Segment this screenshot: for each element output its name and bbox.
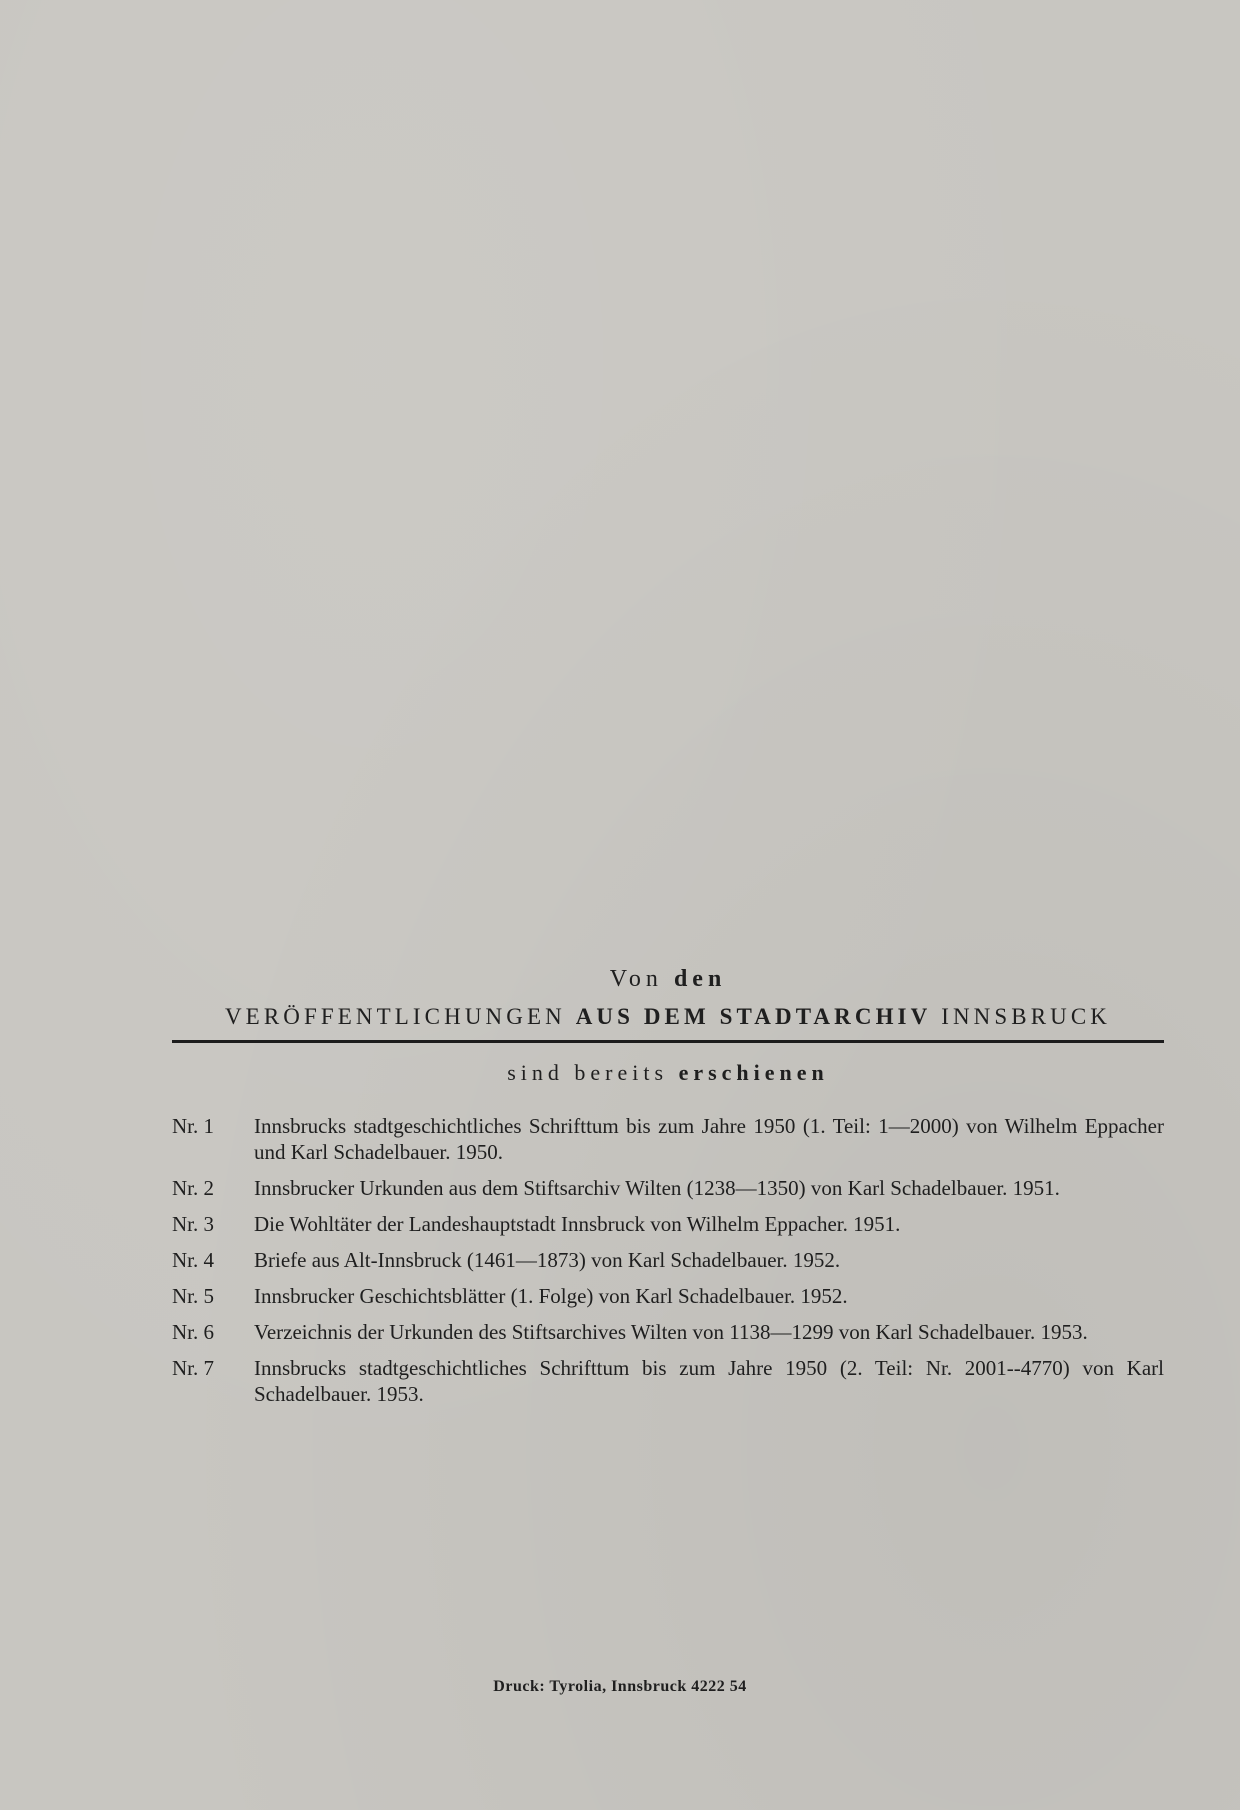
entry-text: Innsbrucks stadtgeschichtliches Schrifttum bis zum Jahre 1950 (1. Teil: 1—2000) von Wilhelm Eppacher und Karl Schadelbauer. 1950. (254, 1114, 1164, 1164)
entry-text: Innsbrucks stadtgeschichtliches Schrifttum bis zum Jahre 1950 (2. Teil: Nr. 2001--4770) von Karl Schadelbauer. 1953. (254, 1356, 1164, 1406)
list-item (172, 1283, 1164, 1309)
pre-heading-bold: den (673, 966, 727, 992)
list-item (172, 1175, 1164, 1201)
publication-list-block (172, 964, 1164, 1417)
sub-heading-plain: sind bereits (507, 1060, 669, 1085)
pre-heading-plain: Von (609, 966, 663, 992)
series-title-part-3: INNSBRUCK (941, 1004, 1112, 1029)
list-item (172, 1113, 1164, 1165)
entry-text: Briefe aus Alt-Innsbruck (1461—1873) von Karl Schadelbauer. 1952. (254, 1248, 841, 1272)
entry-text: Die Wohltäter der Landeshauptstadt Innsbruck von Wilhelm Eppacher. 1951. (254, 1212, 901, 1236)
series-title (172, 1002, 1164, 1032)
entry-number: Nr. 6 (172, 1320, 214, 1344)
series-title-part-2: AUS DEM STADTARCHIV (575, 1004, 932, 1029)
printer-imprint: Druck: Tyrolia, Innsbruck 4222 54 (493, 1678, 747, 1695)
pre-heading (172, 964, 1164, 994)
entry-number: Nr. 7 (172, 1356, 214, 1380)
list-item (172, 1247, 1164, 1273)
entry-text: Innsbrucker Urkunden aus dem Stiftsarchiv Wilten (1238—1350) von Karl Schadelbauer. 1951. (254, 1176, 1060, 1200)
list-item (172, 1211, 1164, 1237)
sub-heading (172, 1059, 1164, 1087)
list-item (172, 1355, 1164, 1407)
entry-number: Nr. 2 (172, 1176, 214, 1200)
entry-number: Nr. 5 (172, 1284, 214, 1308)
divider-rule (172, 1040, 1164, 1043)
entry-text: Innsbrucker Geschichtsblätter (1. Folge) von Karl Schadelbauer. 1952. (254, 1284, 848, 1308)
sub-heading-bold: erschienen (678, 1060, 829, 1085)
list-item (172, 1319, 1164, 1345)
series-title-part-1: VERÖFFENTLICHUNGEN (224, 1004, 566, 1029)
entry-text: Verzeichnis der Urkunden des Stiftsarchives Wilten von 1138—1299 von Karl Schadelbauer. 1953. (254, 1320, 1088, 1344)
entry-number: Nr. 3 (172, 1212, 214, 1236)
publication-list (172, 1113, 1164, 1407)
entry-number: Nr. 1 (172, 1114, 214, 1138)
entry-number: Nr. 4 (172, 1248, 214, 1272)
